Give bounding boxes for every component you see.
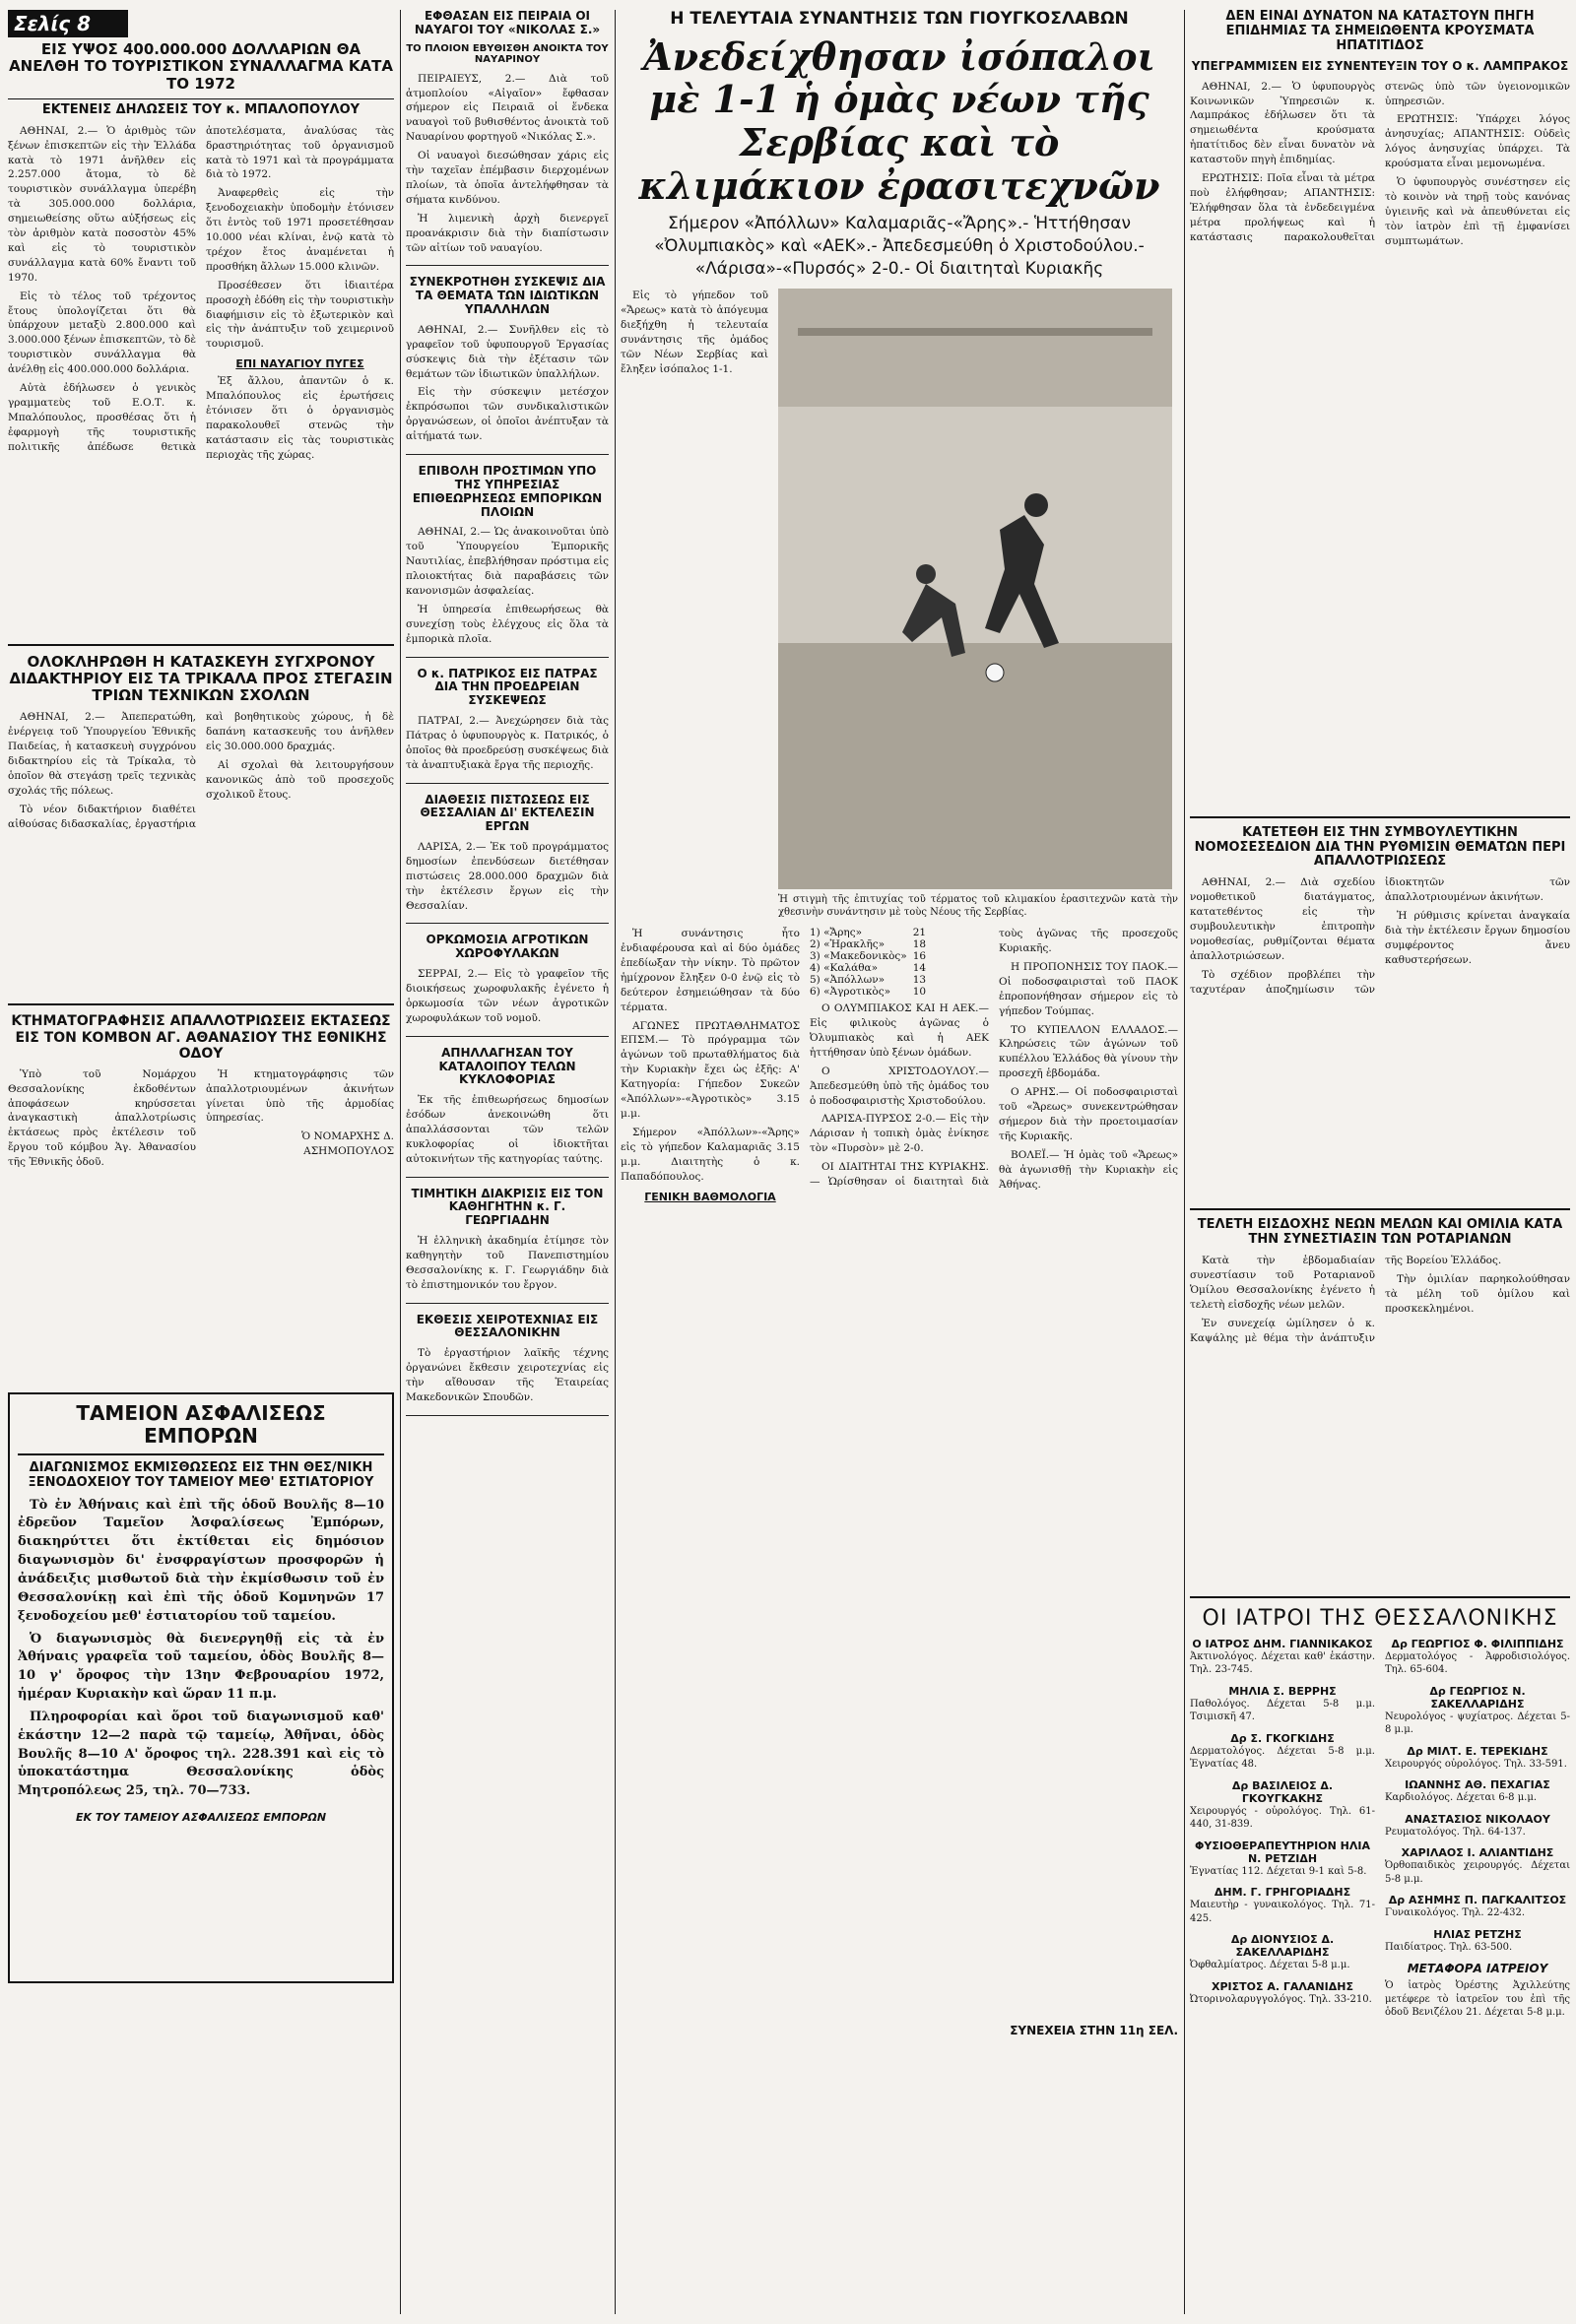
news-brief — [406, 465, 609, 657]
paragraph: ΤΟ ΚΥΠΕΛΛΟΝ ΕΛΛΑΔΟΣ.— Κληρώσεις τῶν ἀγώνων τοῦ κυπέλλου Ἑλλάδος θὰ γίνουν τὴν προσεχῆ ἑβδομάδα. — [999, 1023, 1178, 1080]
hepatitis-body — [1190, 80, 1570, 808]
brief-headline: ΑΠΗΛΛΑΓΗΣΑΝ ΤΟΥ ΚΑΤΑΛΟΙΠΟΥ ΤΕΛΩΝ ΚΥΚΛΟΦΟΡΙΑΣ — [438, 1045, 576, 1087]
doctor-details: Ὠτορινολαρυγγολόγος. Τηλ. 33-210. — [1190, 1993, 1372, 2005]
doctor-listing — [1190, 1886, 1375, 1925]
paragraph: Ἐκ τῆς ἐπιθεωρήσεως δημοσίων ἐσόδων ἀνεκοινώθη ὅτι ἀπαλλάσσονται τῶν τελῶν κυκλοφορίας οἱ ἰδιοκτῆται αὐτοκινήτων τῆς κατηγορίας ταύτης. — [406, 1094, 609, 1165]
doctor-listing — [1190, 1980, 1375, 2007]
doctor-details: Χειρουργός - οὐρολόγος. Τηλ. 61-440, 31-839. — [1190, 1805, 1375, 1831]
brief-headline: ΣΥΝΕΚΡΟΤΗΘΗ ΣΥΣΚΕΨΙΣ ΔΙΑ ΤΑ ΘΕΜΑΤΑ ΤΩΝ ΙΔΙΩΤΙΚΩΝ ΥΠΑΛΛΗΛΩΝ — [409, 275, 606, 317]
paragraph: Ἡ ὑπηρεσία ἐπιθεωρήσεως θὰ συνεχίσῃ τοὺς ἐλέγχους εἰς ὅλα τὰ ἐμπορικὰ πλοῖα. — [406, 603, 609, 645]
team-name: 4) «Καλάθα» — [810, 962, 879, 975]
hepatitis-subhead: ΥΠΕΓΡΑΜΜΙΣΕΝ ΕΙΣ ΣΥΝΕΝΤΕΥΞΙΝ ΤΟΥ Ο κ. ΛΑΜΠΡΑΚΟΣ — [1191, 58, 1569, 73]
paragraph: Οἱ ναυαγοὶ διεσώθησαν χάρις εἰς τὴν ταχεῖαν ἐπέμβασιν διερχομένων πλοίων, τὰ ὁποῖα ἀντελήφθησαν τὰ σήματα κινδύνου. — [406, 150, 609, 206]
column-2 — [406, 10, 609, 2314]
doctor-listing — [1385, 1685, 1570, 1737]
team-name: 6) «Ἀγροτικὸς» — [810, 986, 891, 999]
school-headline: ΟΛΟΚΛΗΡΩΘΗ Η ΚΑΤΑΣΚΕΥΗ ΣΥΓΧΡΟΝΟΥ ΔΙΔΑΚΤΗΡΙΟΥ ΕΙΣ ΤΑ ΤΡΙΚΑΛΑ ΠΡΟΣ ΣΤΕΓΑΣΙΝ ΤΡΙΩΝ ΤΕΧΝΙΚΩΝ ΣΧΟΛΩΝ — [9, 652, 393, 705]
team-points: 14 — [912, 962, 927, 975]
insurance-fund-ad — [8, 1392, 394, 1983]
column-rule — [615, 10, 616, 2314]
paragraph: Ἐξ ἄλλου, ἀπαντῶν ὁ κ. Μπαλόπουλος εἰς ἐρωτήσεις ἐτόνισεν ὅτι ὁ ὀργανισμὸς παρακολουθεῖ στενῶς τὴν κατάστασιν εἰς τὰς τουριστικὰς περιοχὰς τῆς χώρας. — [206, 375, 394, 461]
standings-table — [810, 927, 932, 998]
doctor-name: Ο ΙΑΤΡΟΣ ΔΗΜ. ΓΙΑΝΝΙΚΑΚΟΣ — [1192, 1637, 1373, 1650]
lead-column — [621, 289, 768, 919]
team-points: 13 — [912, 974, 927, 987]
news-brief — [406, 1188, 609, 1304]
doctor-listing — [1190, 1638, 1375, 1677]
continued-note: ΣΥΝΕΧΕΙΑ ΣΤΗΝ 11η ΣΕΛ. — [1010, 2024, 1178, 2038]
paragraph: Τὸ ἐργαστήριον λαϊκῆς τέχνης ὀργανώνει ἔκθεσιν χειροτεχνίας εἰς τὴν αἴθουσαν τῆς Ἑταιρείας Μακεδονικῶν Σπουδῶν. — [406, 1347, 609, 1403]
sports-headline: Ἀνεδείχθησαν ἰσόπαλοι μὲ 1-1 ἡ ὁμὰς νέων τῆς Σερβίας καὶ τὸ κλιμάκιον ἐρασιτεχνῶν — [638, 33, 1160, 208]
paragraph: Ἐν συνεχείᾳ ὡμίλησεν ὁ κ. Καψάλης μὲ θέμα τὴν ἀνάπτυξιν τῆς Βορείου Ἑλλάδος. — [1190, 1255, 1502, 1344]
standings-row — [810, 986, 932, 998]
tourism-body — [8, 124, 394, 636]
expropriation-headline: ΚΤΗΜΑΤΟΓΡΑΦΗΣΙΣ ΑΠΑΛΛΟΤΡΙΩΣΕΙΣ ΕΚΤΑΣΕΩΣ ΕΙΣ ΤΟΝ ΚΟΜΒΟΝ ΑΓ. ΑΘΑΝΑΣΙΟΥ ΤΗΣ ΕΘΝΙΚΗΣ ΟΔΟΥ — [11, 1013, 391, 1062]
ad-paragraph: Πληροφορίαι καὶ ὅροι τοῦ διαγωνισμοῦ καθ' ἑκάστην 12—2 παρὰ τῷ ταμείῳ, Ἀθῆναι, ὁδὸς Βουλῆς 8—10 Α' ὄροφος τηλ. 228.391 καὶ εἰς τὸ ὑποκατάστημα Θεσσαλονίκης ὁδὸς Μητροπόλεως 25, τηλ. 70—733. — [18, 1709, 384, 1799]
news-brief — [406, 10, 609, 266]
team-name: 3) «Μακεδονικὸς» — [810, 950, 907, 963]
doctors-list-left — [1190, 1638, 1375, 2228]
column-4 — [1190, 10, 1570, 2314]
school-body — [8, 710, 394, 996]
doctor-details: Γυναικολόγος. Τηλ. 22-432. — [1385, 1907, 1526, 1919]
doctor-name: ΧΡΙΣΤΟΣ Α. ΓΑΛΑΝΙΔΗΣ — [1212, 1979, 1353, 1993]
doctor-name: Δρ ΑΣΗΜΗΣ Π. ΠΑΓΚΑΛΙΤΣΟΣ — [1388, 1894, 1567, 1907]
sports-deck: Σήμερον «Ἀπόλλων» Καλαμαριᾶς-«Ἄρης».- Ἡττήθησαν «Ὀλυμπιακὸς» καὶ «ΑΕΚ».- Ἀπεδεσμεύθη ὁ Χριστοδούλου.- «Λάρισα»-«Πυρσός» 2-0.- Οἱ διαιτηταὶ Κυριακῆς — [654, 214, 1145, 280]
paragraph: Ο ΟΛΥΜΠΙΑΚΟΣ ΚΑΙ Η ΑΕΚ.— Εἰς φιλικοὺς ἀγῶνας ὁ Ὀλυμπιακὸς καὶ ἡ ΑΕΚ ἡττήθησαν ὑπὸ ξένων ὁμάδων. — [810, 1002, 989, 1059]
standings-row — [810, 927, 932, 938]
doctor-name: Δρ ΜΙΛΤ. Ε. ΤΕΡΕΚΙΔΗΣ — [1407, 1744, 1548, 1758]
doctor-listing — [1190, 1685, 1375, 1724]
brief-headline: ΤΙΜΗΤΙΚΗ ΔΙΑΚΡΙΣΙΣ ΕΙΣ ΤΟΝ ΚΑΘΗΓΗΤΗΝ κ. Γ. ΓΕΩΡΓΙΑΔΗΝ — [411, 1186, 604, 1228]
paragraph: ΕΡΩΤΗΣΙΣ: Ὑπάρχει λόγος ἀνησυχίας; ΑΠΑΝΤΗΣΙΣ: Οὐδεὶς λόγος ἀνησυχίας ὑπάρχει. Τὰ κρούσματα εἶναι μεμονωμένα. — [1385, 113, 1570, 170]
doctors-title: ΟΙ ΙΑΤΡΟΙ ΤΗΣ ΘΕΣΣΑΛΟΝΙΚΗΣ — [1202, 1606, 1558, 1632]
doctor-details: Παθολόγος. Δέχεται 5-8 μ.μ. Τσιμισκῆ 47. — [1190, 1698, 1375, 1723]
paragraph: ΑΘΗΝΑΙ, 2.— Ὁ ὑφυπουργὸς Κοινωνικῶν Ὑπηρεσιῶν κ. Λαμπράκος ἐδήλωσεν ὅτι τὰ σημειωθέντα κρούσματα ἡπατίτιδος δὲν εἶναι δυνατὸν νὰ καταστοῦν πηγὴ ἐπιδημίας. — [1190, 80, 1375, 166]
doctor-details: Χειρουργός οὐρολόγος. Τηλ. 33-591. — [1385, 1758, 1567, 1770]
paragraph: Ὑπὸ τοῦ Νομάρχου Θεσσαλονίκης ἐκδοθέντων ἀποφάσεων κηρύσσεται ἀναγκαστικὴ ἀπαλλοτρίωσις ἐκτάσεως πρὸς ἐκτέλεσιν τοῦ ἔργου τοῦ κόμβου Ἁγ. Ἀθανασίου τῆς Ἐθνικῆς ὁδοῦ. — [8, 1067, 196, 1169]
doctor-listing — [1385, 1846, 1570, 1886]
paragraph: ΑΓΩΝΕΣ ΠΡΩΤΑΘΛΗΜΑΤΟΣ ΕΠΣΜ.— Τὸ πρόγραμμα τῶν ἀγώνων τοῦ πρωταθλήματος διὰ τὴν Κυριακὴν ἔχει ὡς ἑξῆς: Α' Κατηγορία: Γήπεδον Συκεῶν «Ἀπόλλων»-«Ἀγροτικὸς» 3.15 μ.μ. — [621, 1019, 800, 1120]
paragraph: Ἡ συνάντησις ἦτο ἐνδιαφέρουσα καὶ αἱ δύο ὁμάδες ἐπεδίωξαν τὴν νίκην. Τὸ πρῶτον ἡμίχρονον ἔληξεν 0-0 ἐνῷ εἰς τὸ δεύτερον ἐσημειώθησαν τὰ δύο τέρματα. — [621, 928, 800, 1013]
ad-title: ΤΑΜΕΙΟΝ ΑΣΦΑΛΙΣΕΩΣ ΕΜΠΟΡΩΝ — [18, 1402, 384, 1455]
news-brief — [406, 1047, 609, 1178]
match-photo — [778, 289, 1178, 919]
doctor-listing — [1190, 1840, 1375, 1879]
doctor-listing — [1385, 1638, 1570, 1677]
standings-row — [810, 974, 932, 986]
expropriation-decree-body — [1190, 875, 1570, 1200]
sports-body — [621, 927, 1178, 2020]
doctor-name: ΜΗΛΙΑ Σ. ΒΕΡΡΗΣ — [1228, 1684, 1337, 1698]
team-name: 2) «Ἠρακλῆς» — [810, 938, 886, 951]
doctor-listing — [1190, 1779, 1375, 1832]
news-brief — [406, 934, 609, 1036]
team-name: 5) «Ἀπόλλων» — [810, 974, 886, 987]
column-rule — [1184, 10, 1185, 2314]
team-points: 16 — [912, 950, 927, 963]
standings-title: ΓΕΝΙΚΗ ΒΑΘΜΟΛΟΓΙΑ — [644, 1190, 776, 1203]
paragraph: Τὸ νέον διδακτήριον διαθέτει αἰθούσας διδασκαλίας, ἐργαστήρια καὶ βοηθητικοὺς χώρους, ἡ δὲ δαπάνη κατασκευῆς του ἀνῆλθεν εἰς 30.000.000 δραχμάς. — [8, 711, 394, 830]
doctor-name: ΗΛΙΑΣ ΡΕΤΖΗΣ — [1433, 1927, 1522, 1941]
paragraph: ΠΑΤΡΑΙ, 2.— Ἀνεχώρησεν διὰ τὰς Πάτρας ὁ ὑφυπουργὸς κ. Πατρικός, ὁ ὁποῖος θὰ προεδρεύσῃ συσκέψεως διὰ τὰ ἀναπτυξιακὰ ἔργα τῆς περιοχῆς. — [406, 714, 609, 771]
paragraph: Ἡ κτηματογράφησις τῶν ἀπαλλοτριουμένων ἀκινήτων γίνεται ὑπὸ τῆς ἁρμοδίας ὑπηρεσίας. — [206, 1067, 394, 1125]
doctor-name: ΙΩΑΝΝΗΣ ΑΘ. ΠΕΧΑΓΙΑΣ — [1405, 1778, 1550, 1792]
paragraph: ΛΑΡΙΣΑ, 2.— Ἐκ τοῦ προγράμματος δημοσίων ἐπενδύσεων διετέθησαν πιστώσεις 28.000.000 δραχμῶν διὰ τὴν ἐκτέλεσιν ἔργων εἰς τὴν Θεσσαλίαν. — [406, 840, 609, 912]
doctor-listing — [1385, 1928, 1570, 1955]
paragraph: ΕΡΩΤΗΣΙΣ: Ποῖα εἶναι τὰ μέτρα ποὺ ἐλήφθησαν; ΑΠΑΝΤΗΣΙΣ: Ἐλήφθησαν ὅλα τὰ ἐνδεδειγμένα μέτρα προλήψεως καὶ ἡ κατάστασις παρακολουθεῖται στενῶς ὑπὸ τῶν ὑγειονομικῶν ὑπηρεσιῶν. — [1190, 80, 1570, 243]
doctor-details: Παιδίατρος. Τηλ. 63-500. — [1385, 1941, 1513, 1953]
doctor-name: ΔΗΜ. Γ. ΓΡΗΓΟΡΙΑΔΗΣ — [1214, 1886, 1351, 1900]
doctor-details: Ἀκτινολόγος. Δέχεται καθ' ἑκάστην. Τηλ. 23-745. — [1190, 1650, 1375, 1676]
signature: Ὁ ΝΟΜΑΡΧΗΣ Δ. ΑΣΗΜΟΠΟΥΛΟΣ — [301, 1130, 394, 1158]
paragraph: Ἀναφερθεὶς εἰς τὴν ξενοδοχειακὴν ὑποδομὴν ἐτόνισεν ὅτι ἐντὸς τοῦ 1971 προσετέθησαν 10.000 νέαι κλίναι, ἐνῷ κατὰ τὸ τρέχον ἔτος ἀναμένεται ἡ προσθήκη ἄλλων 15.000 κλινῶν. — [206, 187, 394, 273]
doctor-listing — [1190, 1732, 1375, 1772]
paragraph: Ο ΧΡΙΣΤΟΔΟΥΛΟΥ.— Ἀπεδεσμεύθη ὑπὸ τῆς ὁμάδος του ὁ ποδοσφαιριστὴς Χριστοδούλου. — [810, 1065, 989, 1107]
section-badge: Σελίς 8 — [8, 10, 128, 37]
paragraph: Ο ΑΡΗΣ.— Οἱ ποδοσφαιρισταὶ τοῦ «Ἄρεως» συνεκεντρώθησαν σήμερον διὰ τὴν προετοιμασίαν τῆς Κυριακῆς. — [999, 1086, 1178, 1142]
column-3 — [621, 10, 1178, 2314]
doctor-details: Δερματολόγος - Ἀφροδισιολόγος. Τηλ. 65-604. — [1385, 1650, 1570, 1676]
paragraph: Τὸ σχέδιον προβλέπει τὴν ταχυτέραν ἀποζημίωσιν τῶν ἰδιοκτητῶν τῶν ἀπαλλοτριουμένων ἀκινήτων. — [1190, 876, 1570, 996]
divider — [8, 644, 394, 646]
column-rule — [400, 10, 401, 2314]
news-brief — [406, 276, 609, 455]
team-points: 10 — [912, 986, 927, 999]
team-points: 21 — [912, 927, 927, 939]
brief-subhead: ΤΟ ΠΛΟΙΟΝ ΕΒΥΘΙΣΘΗ ΑΝΟΙΚΤΑ ΤΟΥ ΝΑΥΑΡΙΝΟΥ — [406, 42, 609, 66]
doctor-listing — [1190, 1933, 1375, 1972]
team-points: 18 — [912, 938, 927, 951]
ad-footer: ΕΚ ΤΟΥ ΤΑΜΕΙΟΥ ΑΣΦΑΛΙΣΕΩΣ ΕΜΠΟΡΩΝ — [75, 1811, 327, 1825]
standings-row — [810, 950, 932, 962]
divider — [1190, 816, 1570, 818]
doctor-name: Δρ ΓΕΩΡΓΙΟΣ Φ. ΦΙΛΙΠΠΙΔΗΣ — [1391, 1637, 1564, 1650]
doctor-details: Ὀφθαλμίατρος. Δέχεται 5-8 μ.μ. — [1190, 1960, 1350, 1971]
doctor-details: Ὀρθοπαιδικὸς χειρουργός. Δέχεται 5-8 μ.μ. — [1385, 1860, 1570, 1885]
doctor-listing — [1385, 1894, 1570, 1920]
doctor-details: Νευρολόγος - ψυχίατρος. Δέχεται 5-8 μ.μ. — [1385, 1711, 1570, 1736]
paragraph: ΣΕΡΡΑΙ, 2.— Εἰς τὸ γραφεῖον τῆς διοικήσεως χωροφυλακῆς ἐγένετο ἡ ὁρκωμοσία τῶν νέων ἀγροτικῶν χωροφυλάκων τοῦ νομοῦ. — [406, 968, 609, 1024]
ad-paragraph: Τὸ ἐν Ἀθήναις καὶ ἐπὶ τῆς ὁδοῦ Βουλῆς 8—10 ἐδρεῦον Ταμεῖον Ἀσφαλίσεως Ἐμπόρων, διακηρύττει ὅτι ἐκτίθεται εἰς δημόσιον διαγωνισμὸν δι' ἐνσφραγίστων προσφορῶν ἡ ἀνάδειξις μισθωτοῦ διὰ τὴν ἐκμίσθωσιν τοῦ ἐν Θεσσαλονίκῃ καὶ ἐπὶ τῆς ὁδοῦ Κομνηνῶν 17 ξενοδοχείου μεθ' ἑστιατορίου τοῦ ταμείου. — [18, 1497, 384, 1624]
doctors-directory — [1190, 1638, 1570, 2228]
doctor-details: Μαιευτὴρ - γυναικολόγος. Τηλ. 71-425. — [1190, 1900, 1375, 1924]
doctor-name: ΧΑΡΙΛΑΟΣ Ι. ΑΛΙΑΝΤΙΔΗΣ — [1401, 1846, 1554, 1860]
doctor-details: Καρδιολόγος. Δέχεται 6-8 μ.μ. — [1385, 1792, 1538, 1804]
standings-row — [810, 962, 932, 974]
football-photo — [778, 289, 1172, 889]
sports-kicker: Η ΤΕΛΕΥΤΑΙΑ ΣΥΝΑΝΤΗΣΙΣ ΤΩΝ ΓΙΟΥΓΚΟΣΛΑΒΩΝ — [670, 10, 1129, 29]
doctor-listing — [1385, 1745, 1570, 1772]
brief-headline: ΕΚΘΕΣΙΣ ΧΕΙΡΟΤΕΧΝΙΑΣ ΕΙΣ ΘΕΣΣΑΛΟΝΙΚΗΝ — [416, 1312, 599, 1340]
paragraph: ΑΘΗΝΑΙ, 2.— Διὰ σχεδίου νομοθετικοῦ διατάγματος, κατατεθέντος εἰς τὴν συμβουλευτικὴν ἐπιτροπὴν νομοθεσίας, ρυθμίζονται θέματα ἀπαλλοτριώσεων. — [1190, 876, 1375, 962]
paragraph: ΑΘΗΝΑΙ, 2.— Συνῆλθεν εἰς τὸ γραφεῖον τοῦ ὑφυπουργοῦ Ἐργασίας σύσκεψις διὰ τὴν ἐξέτασιν τῶν θεμάτων τῶν ἰδιωτικῶν ὑπαλλήλων. — [406, 323, 609, 380]
paragraph: Αὐτὰ ἐδήλωσεν ὁ γενικὸς γραμματεὺς τοῦ Ε.Ο.Τ. κ. Μπαλόπουλος, προσθέσας ὅτι ἡ ἐφαρμογὴ τῆς τουριστικῆς πολιτικῆς ἀπέδωσε θετικὰ ἀποτελέσματα, ἀναλύσας τὰς δραστηριότητας τοῦ ὀργανισμοῦ κατὰ τὸ 1971 καὶ τὰ προγράμματα διὰ τὸ 1972. — [8, 124, 394, 453]
paragraph: Κατὰ τὴν ἑβδομαδιαίαν συνεστίασιν τοῦ Ροταριανοῦ Ὁμίλου Θεσσαλονίκης ἐγένετο ἡ τελετὴ εἰσδοχῆς νέων μελῶν. — [1190, 1255, 1375, 1312]
paragraph: ΒΟΛΕΪ.— Ἡ ὁμὰς τοῦ «Ἄρεως» θὰ ἀγωνισθῇ τὴν Κυριακὴν εἰς Ἀθήνας. — [999, 1148, 1178, 1191]
paragraph: Εἰς τὸ τέλος τοῦ τρέχοντος ἔτους ὑπολογίζεται ὅτι θὰ ὑπάρχουν μεταξὺ 2.800.000 καὶ 3.000.000 ξένων ἐπισκεπτῶν, τὸ δὲ τουριστικὸν συνάλλαγμα θὰ ἀνέλθῃ εἰς 400.000.000 δολλάρια. — [8, 290, 196, 376]
brief-headline: ΕΦΘΑΣΑΝ ΕΙΣ ΠΕΙΡΑΙΑ ΟΙ ΝΑΥΑΓΟΙ ΤΟΥ «ΝΙΚΟΛΑΣ Σ.» — [414, 10, 601, 36]
column-1 — [8, 10, 394, 2314]
doctor-name: ΑΝΑΣΤΑΣΙΟΣ ΝΙΚΟΛΑΟΥ — [1405, 1812, 1550, 1826]
paragraph: ΠΕΙΡΑΙΕΥΣ, 2.— Διὰ τοῦ ἀτμοπλοίου «Αἰγαῖον» ἔφθασαν σήμερον εἰς Πειραιᾶ οἱ ἕνδεκα ναυαγοὶ τοῦ βυθισθέντος ἀνοικτὰ τοῦ Ναυαρίνου φορτηγοῦ «Νικόλας Σ.». — [406, 72, 609, 144]
news-brief — [406, 1314, 609, 1416]
lead-paragraph: Εἰς τὸ γήπεδον τοῦ «Ἄρεως» κατὰ τὸ ἀπόγευμα διεξήχθη ἡ τελευταία συνάντησις τῆς ὁμάδος τῶν Νέων Σερβίας καὶ ἔληξεν ἰσόπαλος 1-1. — [621, 290, 768, 375]
paragraph: ΛΑΡΙΣΑ-ΠΥΡΣΟΣ 2-0.— Εἰς τὴν Λάρισαν ἡ τοπικὴ ὁμὰς ἐνίκησε τὸν «Πυρσὸν» μὲ 2-0. — [810, 1113, 989, 1155]
relocation-text: Ὁ ἰατρὸς Ὀρέστης Ἀχιλλεύτης μετέφερε τὸ ἰατρεῖον του ἐπὶ τῆς ὁδοῦ Βενιζέλου 21. Δέχεται 5-8 μ.μ. — [1385, 1980, 1570, 2019]
photo-caption: Ἡ στιγμὴ τῆς ἐπιτυχίας τοῦ τέρματος τοῦ κλιμακίου ἐρασιτεχνῶν κατὰ τὴν χθεσινὴν συνάντησιν μὲ τοὺς Νέους τῆς Σερβίας. — [778, 894, 1178, 919]
divider — [1190, 1208, 1570, 1210]
doctor-name: Δρ Σ. ΓΚΟΓΚΙΔΗΣ — [1230, 1731, 1335, 1745]
doctor-name: Δρ ΓΕΩΡΓΙΟΣ Ν. ΣΑΚΕΛΛΑΡΙΔΗΣ — [1429, 1684, 1526, 1711]
paragraph: Αἱ σχολαὶ θὰ λειτουργήσουν κανονικῶς ἀπὸ τοῦ προσεχοῦς σχολικοῦ ἔτους. — [206, 759, 394, 801]
news-brief — [406, 668, 609, 784]
paragraph: Ἡ λιμενικὴ ἀρχὴ διενεργεῖ προανάκρισιν διὰ τὴν διαπίστωσιν τῶν αἰτίων τοῦ ναυαγίου. — [406, 212, 609, 254]
doctor-listing — [1385, 1778, 1570, 1805]
paragraph: Σήμερον «Ἀπόλλων»-«Ἄρης» εἰς τὸ γήπεδον Καλαμαριᾶς 3.15 μ.μ. Διαιτητὴς ὁ κ. Παπαδόπουλος. — [621, 1126, 800, 1183]
hepatitis-headline: ΔΕΝ ΕΙΝΑΙ ΔΥΝΑΤΟΝ ΝΑ ΚΑΤΑΣΤΟΥΝ ΠΗΓΗ ΕΠΙΔΗΜΙΑΣ ΤΑ ΣΗΜΕΙΩΘΕΝΤΑ ΚΡΟΥΣΜΑΤΑ ΗΠΑΤΙΤΙΔΟΣ — [1225, 10, 1535, 53]
news-briefs — [406, 10, 609, 1416]
paragraph: ΟΙ ΔΙΑΙΤΗΤΑΙ ΤΗΣ ΚΥΡΙΑΚΗΣ.— Ὡρίσθησαν οἱ διαιτηταὶ διὰ τοὺς ἀγῶνας τῆς προσεχοῦς Κυριακῆς. — [810, 928, 1178, 1189]
doctor-name: Δρ ΒΑΣΙΛΕΙΟΣ Δ. ΓΚΟΥΓΚΑΚΗΣ — [1231, 1778, 1334, 1805]
doctors-list-right — [1385, 1638, 1570, 1955]
subsection-title: ΕΠΙ ΝΑΥΑΓΙΟΥ ΠΥΓΕΣ — [235, 357, 364, 371]
paragraph: Τὴν ὁμιλίαν παρηκολούθησαν τὰ μέλη τοῦ ὁμίλου καὶ προσκεκλημένοι. — [1385, 1273, 1570, 1316]
brief-headline: ΔΙΑΘΕΣΙΣ ΠΙΣΤΩΣΕΩΣ ΕΙΣ ΘΕΣΣΑΛΙΑΝ ΔΙ' ΕΚΤΕΛΕΣΙΝ ΕΡΓΩΝ — [420, 792, 595, 834]
tourism-headline: ΕΙΣ ΥΨΟΣ 400.000.000 ΔΟΛΛΑΡΙΩΝ ΘΑ ΑΝΕΛΘΗ ΤΟ ΤΟΥΡΙΣΤΙΚΟΝ ΣΥΝΑΛΛΑΓΜΑ ΚΑΤΑ ΤΟ 1972 — [9, 40, 393, 93]
paragraph: Ἡ ρύθμισις κρίνεται ἀναγκαία διὰ τὴν ἐκτέλεσιν ἔργων δημοσίου συμφέροντος ἄνευ καθυστερήσεων. — [1385, 910, 1570, 966]
doctor-name: Δρ ΔΙΟΝΥΣΙΟΣ Δ. ΣΑΚΕΛΛΑΡΙΔΗΣ — [1230, 1933, 1335, 1960]
tourism-subhead: ΕΚΤΕΝΕΙΣ ΔΗΛΩΣΕΙΣ ΤΟΥ κ. ΜΠΑΛΟΠΟΥΛΟΥ — [8, 98, 394, 118]
team-name: 1) «Ἄρης» — [810, 927, 863, 939]
paragraph: ΑΘΗΝΑΙ, 2.— Ὁ ἀριθμὸς τῶν ξένων ἐπισκεπτῶν εἰς τὴν Ἑλλάδα κατὰ τὸ 1971 ἀνῆλθεν εἰς 2.257.000 ἄτομα, τὸ δὲ τουριστικὸν συνάλλαγμα ὑπερέβη τὰ 305.000.000 δολλάρια, σημειωθείσης οὕτω αὐξήσεως εἰς τὸν ἀριθμὸν κατὰ ποσοστὸν 45% καὶ εἰς τὸ τουριστικὸν συνάλλαγμα κατὰ 60% ἔναντι τοῦ 1970. — [8, 124, 196, 284]
brief-headline: ΕΠΙΒΟΛΗ ΠΡΟΣΤΙΜΩΝ ΥΠΟ ΤΗΣ ΥΠΗΡΕΣΙΑΣ ΕΠΙΘΕΩΡΗΣΕΩΣ ΕΜΠΟΡΙΚΩΝ ΠΛΟΙΩΝ — [412, 464, 603, 519]
rotary-headline: ΤΕΛΕΤΗ ΕΙΣΔΟΧΗΣ ΝΕΩΝ ΜΕΛΩΝ ΚΑΙ ΟΜΙΛΙΑ ΚΑΤΑ ΤΗΝ ΣΥΝΕΣΤΙΑΣΙΝ ΤΩΝ ΡΟΤΑΡΙΑΝΩΝ — [1197, 1217, 1563, 1248]
paragraph: Εἰς τὴν σύσκεψιν μετέσχον ἐκπρόσωποι τῶν συνδικαλιστικῶν ὀργανώσεων, οἱ ὁποῖοι ἀνέπτυξαν τὰ αἰτήματά των. — [406, 386, 609, 443]
doctor-listing — [1385, 1813, 1570, 1840]
ad-paragraph: Ὁ διαγωνισμὸς θὰ διενεργηθῇ εἰς τὰ ἐν Ἀθήναις γραφεῖα τοῦ ταμείου, ὁδὸς Βουλῆς 8—10 γ' ὄροφος τὴν 13ην Φεβρουαρίου 1972, ἡμέραν Κυριακὴν καὶ ὥραν 11 π.μ. — [18, 1631, 384, 1703]
news-brief — [406, 794, 609, 925]
paragraph: Η ΠΡΟΠΟΝΗΣΙΣ ΤΟΥ ΠΑΟΚ.— Οἱ ποδοσφαιρισταὶ τοῦ ΠΑΟΚ ἐπροπονήθησαν σήμερον εἰς τὸ γήπεδον Τούμπας. — [999, 960, 1178, 1017]
paragraph: Ὁ ὑφυπουργὸς συνέστησεν εἰς τὸ κοινὸν νὰ τηρῇ τοὺς κανόνας ὑγιεινῆς καὶ νὰ ἀπευθύνεται εἰς τὸν ἰατρὸν ἐπὶ τῇ ἐμφανίσει συμπτωμάτων. — [1385, 176, 1570, 247]
brief-headline: Ο κ. ΠΑΤΡΙΚΟΣ ΕΙΣ ΠΑΤΡΑΣ ΔΙΑ ΤΗΝ ΠΡΟΕΔΡΕΙΑΝ ΣΥΣΚΕΨΕΩΣ — [417, 666, 598, 708]
divider — [8, 1003, 394, 1005]
ad-subtitle: ΔΙΑΓΩΝΙΣΜΟΣ ΕΚΜΙΣΘΩΣΕΩΣ ΕΙΣ ΤΗΝ ΘΕΣ/ΝΙΚΗ ΞΕΝΟΔΟΧΕΙΟΥ ΤΟΥ ΤΑΜΕΙΟΥ ΜΕΘ' ΕΣΤΙΑΤΟΡΙΟΥ — [28, 1459, 374, 1490]
doctor-details: Ἐγνατίας 112. Δέχεται 9-1 καὶ 5-8. — [1190, 1865, 1367, 1877]
doctor-details: Ρευματολόγος. Τηλ. 64-137. — [1385, 1826, 1526, 1838]
paragraph: ΑΘΗΝΑΙ, 2.— Ὡς ἀνακοινοῦται ὑπὸ τοῦ Ὑπουργείου Ἐμπορικῆς Ναυτιλίας, ἐπεβλήθησαν πρόστιμα εἰς πλοιοκτήτας διὰ παραβάσεις τῶν κανονισμῶν ἀσφαλείας. — [406, 526, 609, 597]
divider — [1190, 1596, 1570, 1598]
brief-headline: ΟΡΚΩΜΟΣΙΑ ΑΓΡΟΤΙΚΩΝ ΧΩΡΟΦΥΛΑΚΩΝ — [426, 933, 589, 961]
standings-row — [810, 938, 932, 950]
paragraph: Ἡ ἑλληνικὴ ἀκαδημία ἐτίμησε τὸν καθηγητὴν τοῦ Πανεπιστημίου Θεσσαλονίκης κ. Γ. Γεωργιάδην διὰ τὸ ἐπιστημονικόν του ἔργον. — [406, 1235, 609, 1291]
paragraph: ΑΘΗΝΑΙ, 2.— Ἀπεπερατώθη, ἐνέργειᾳ τοῦ Ὑπουργείου Ἐθνικῆς Παιδείας, ἡ κατασκευὴ συγχρόνου διδακτηρίου εἰς τὰ Τρίκαλα, τὸ ὁποῖον θὰ στεγάσῃ τρεῖς τεχνικὰς σχολάς τῆς πόλεως. — [8, 711, 196, 797]
rotary-body — [1190, 1254, 1570, 1588]
relocation-title: ΜΕΤΑΦΟΡΑ ΙΑΤΡΕΙΟΥ — [1407, 1962, 1548, 1976]
doctor-name: ΦΥΣΙΟΘΕΡΑΠΕΥΤΗΡΙΟΝ ΗΛΙΑ Ν. ΡΕΤΖΙΔΗ — [1195, 1839, 1370, 1865]
paragraph: Προσέθεσεν ὅτι ἰδιαιτέρα προσοχὴ ἐδόθη εἰς τὴν τουριστικὴν διαφήμισιν εἰς τὸ ἐξωτερικὸν καὶ εἰς τὴν ἀνάπτυξιν τοῦ χειμερινοῦ τουρισμοῦ. — [206, 279, 394, 351]
doctor-details: Δερματολόγος. Δέχεται 5-8 μ.μ. Ἐγνατίας 48. — [1190, 1745, 1375, 1771]
expropriation-decree-headline: ΚΑΤΕΤΕΘΗ ΕΙΣ ΤΗΝ ΣΥΜΒΟΥΛΕΥΤΙΚΗΝ ΝΟΜΟΣΕΣΕΔΙΟΝ ΔΙΑ ΤΗΝ ΡΥΘΜΙΣΙΝ ΘΕΜΑΤΩΝ ΠΕΡΙ ΑΠΑΛΛΟΤΡΙΩΣΕΩΣ — [1194, 824, 1566, 870]
expropriation-body — [8, 1067, 394, 1383]
